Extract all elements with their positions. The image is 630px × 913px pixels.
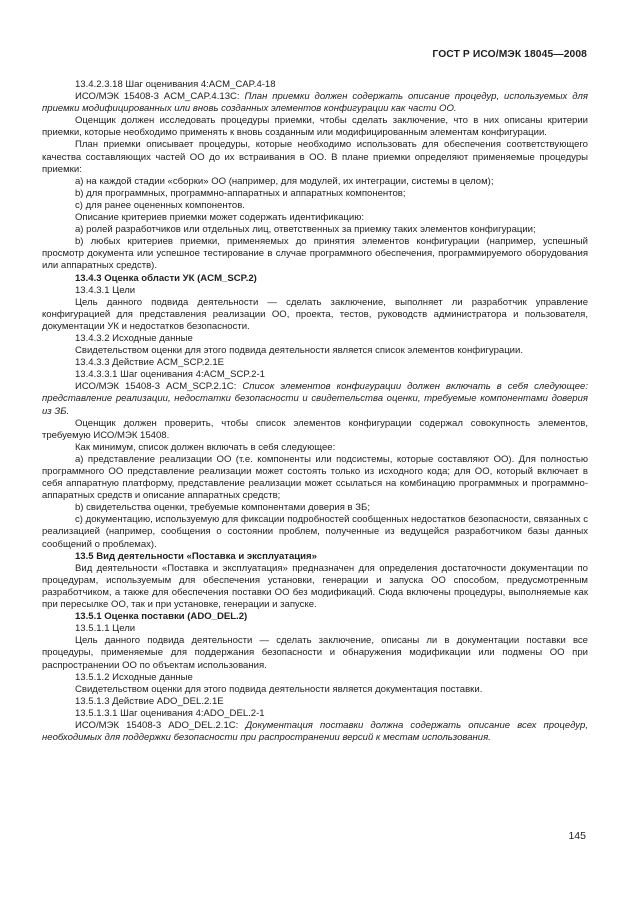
subsection-heading: 13.5.1.1 Цели — [75, 623, 136, 635]
step-heading: 13.4.2.3.18 Шаг оценивания 4:ACM_CAP.4-18 — [75, 79, 276, 90]
page-body — [42, 79, 588, 744]
subsection-heading: 13.4.3.1 Цели — [75, 284, 136, 296]
paragraph: Как минимум, список должен включать в себя следующее: — [75, 441, 336, 453]
standard-header: ГОСТ Р ИСО/МЭК 18045—2008 — [432, 49, 587, 60]
page-number: 145 — [568, 830, 586, 842]
citation-quote: План приемки должен содержать описание процедур, используемых для приемки модифицированных или вновь созданных элементов конфигурации как части ОО. — [42, 91, 588, 115]
citation-ref: ИСО/МЭК 15408-3 ACM_CAP.4.13C: — [75, 91, 245, 103]
paragraph: Свидетельством оценки для этого подвида деятельности является список элементов конфигурации. — [75, 345, 523, 357]
requirement-citation — [42, 91, 588, 115]
paragraph: Свидетельством оценки для этого подвида деятельности является документация поставки. — [75, 683, 483, 695]
list-item: b) для программных, программно-аппаратных и аппаратных компонентов; — [75, 187, 406, 199]
step-heading: 13.4.3.3.1 Шаг оценивания 4:ACM_SCP.2-1 — [75, 369, 265, 381]
paragraph: Вид деятельности «Поставка и эксплуатация» предназначен для определения достаточности документации по процедурам, используемым для обеспечения установки, генерации и запуска ОО способом, предусмотренным разработчиком, а также для обеспечения поставки ОО без модификаций. Сюда включены процедуры, выполняемые как при пересылке ОО, так и при установке, генерации и запуске. — [42, 562, 588, 611]
citation-ref: ИСО/МЭК 15408-3 ADO_DEL.2.1C: — [75, 719, 246, 731]
list-item: a) представление реализации ОО (т.е. компоненты или подсистемы, которые составляют ОО). Для полностью программного ОО представление реализации может состоять только из исходного кода; для ОО, который включает в себя аппаратную платформу, представление реализации может ссылаться на комбинацию программных и программно-аппаратных средств и описание аппаратных средств; — [42, 453, 588, 502]
list-item: b) любых критериев приемки, применяемых до принятия элементов конфигурации (например, успешный просмотр документа или успешное тестирование в случае программного обеспечения, программируемого оборудования или аппаратных средств). — [42, 236, 588, 272]
requirement-citation — [42, 720, 588, 744]
subsection-heading: 13.5.1.2 Исходные данные — [75, 671, 193, 683]
paragraph: Цель данного подвида деятельности — сделать заключение, описаны ли в документации поставки все процедуры, применяемые для поддержания безопасности и обнаружения модификации или подмены ОО при распространении ОО по объектам использования. — [42, 635, 588, 671]
section-heading: 13.4.3 Оценка области УК (ACM_SCP.2) — [75, 272, 257, 284]
citation-ref: ИСО/МЭК 15408-3 ACM_SCP.2.1C: — [75, 381, 243, 393]
paragraph: Описание критериев приемки может содержать идентификацию: — [75, 212, 365, 224]
section-heading: 13.5.1 Оценка поставки (ADO_DEL.2) — [75, 611, 248, 623]
list-item: a) на каждой стадии «сборки» ОО (например, для модулей, их интеграции, системы в целом); — [75, 175, 494, 187]
paragraph: Оценщик должен проверить, чтобы список элементов конфигурации содержал совокупность элементов, требуемую ИСО/МЭК 15408. — [42, 417, 588, 441]
subsection-heading: 13.4.3.3 Действие ACM_SCP.2.1E — [75, 357, 224, 369]
citation-quote: Список элементов конфигурации должен включать в себя следующее: представление реализации, недостатки безопасности и свидетельства оценки, требуемые компонентами доверия из ЗБ. — [42, 381, 589, 417]
paragraph: Оценщик должен исследовать процедуры приемки, чтобы сделать заключение, что в них описаны критерии приемки, которые необходимо применять к вновь созданным или модифицированным элементам конфигурации. — [42, 115, 588, 139]
step-heading: 13.5.1.3.1 Шаг оценивания 4:ADO_DEL.2-1 — [75, 707, 265, 719]
paragraph: План приемки описывает процедуры, которые необходимо использовать для обеспечения соответствующего качества составляющих частей ОО до их встраивания в ОО. В плане приемки определяют применяемые процедуры приемки: — [42, 139, 588, 175]
list-item: c) документацию, используемую для фиксации подробностей сообщенных недостатков безопасности, связанных с реализацией (например, сообщения о состоянии проблем, полученные из ведущейся разработчиком базы данных сообщений о проблемах). — [42, 514, 588, 550]
list-item: b) свидетельства оценки, требуемые компонентами доверия в ЗБ; — [75, 502, 370, 514]
subsection-heading: 13.4.3.2 Исходные данные — [75, 332, 193, 344]
section-heading: 13.5 Вид деятельности «Поставка и эксплуатация» — [75, 550, 317, 562]
citation-quote: Документация поставки должна содержать описание всех процедур, необходимых для поддержки безопасности при распространении версий к местам использования. — [42, 719, 588, 744]
list-item: c) для ранее оцененных компонентов. — [75, 199, 245, 211]
subsection-heading: 13.5.1.3 Действие ADO_DEL.2.1E — [75, 695, 224, 707]
paragraph: Цель данного подвида деятельности — сделать заключение, выполняет ли разработчик управление конфигурацией для представления реализации ОО, проекта, тестов, руководств администратора и пользователя, документации УК и недостатков безопасности. — [42, 296, 588, 332]
list-item: a) ролей разработчиков или отдельных лиц, ответственных за приемку таких элементов конфигурации; — [75, 224, 536, 236]
requirement-citation — [42, 381, 588, 417]
